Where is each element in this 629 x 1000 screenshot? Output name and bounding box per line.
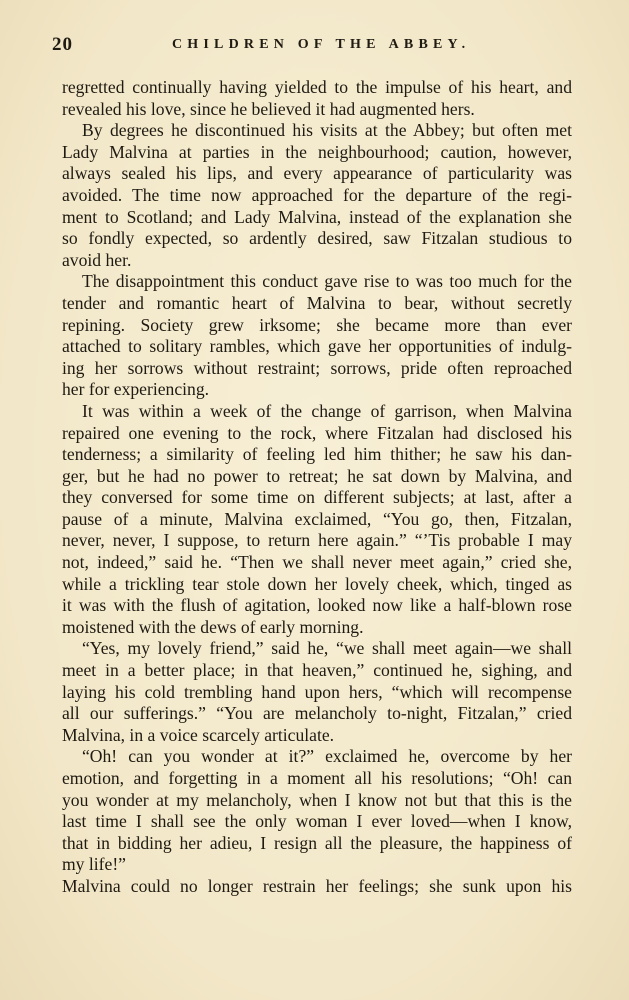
text-line: tender and romantic heart of Malvina to bear, without secretly: [62, 292, 572, 313]
text-line: ing her sorrows without restraint; sorrows, pride often reproached: [62, 357, 572, 378]
text-line: laying his cold trembling hand upon hers, “which will recompense: [62, 681, 572, 702]
text-line: avoid her.: [62, 249, 132, 270]
text-line: ger, but he had no power to retreat; he sat down by Malvina, and: [62, 465, 572, 486]
text-line: revealed his love, since he believed it had augmented hers.: [62, 98, 475, 119]
text-line: while a trickling tear stole down her lovely cheek, which, tinged as: [62, 573, 572, 594]
text-line: always sealed his lips, and every appearance of particularity was: [62, 163, 572, 184]
running-head: CHILDREN OF THE ABBEY.: [172, 37, 471, 52]
text-line: moistened with the dews of early morning.: [62, 616, 364, 637]
text-line: that in bidding her adieu, I resign all the pleasure, the happiness of: [62, 832, 572, 853]
text-line: repaired one evening to the rock, where Fitzalan had disclosed his: [62, 422, 572, 443]
text-line: all our sufferings.” “You are melancholy to-night, Fitzalan,” cried: [62, 703, 572, 724]
page-number: 20: [52, 34, 73, 55]
text-line: ment to Scotland; and Lady Malvina, instead of the explanation she: [62, 206, 572, 227]
text-line: Malvina, in a voice scarcely articulate.: [62, 724, 335, 745]
text-line: avoided. The time now approached for the departure of the regi-: [62, 184, 572, 205]
text-line: they conversed for some time on different subjects; at last, after a: [62, 487, 572, 508]
text-line: her for experiencing.: [62, 379, 210, 400]
text-line: so fondly expected, so ardently desired, saw Fitzalan studious to: [62, 228, 572, 249]
text-line: tenderness; a similarity of feeling led him thither; he saw his dan-: [62, 444, 572, 465]
text-line: The disappointment this conduct gave rise to was too much for the: [82, 271, 572, 292]
text-line: pause of a minute, Malvina exclaimed, “You go, then, Fitzalan,: [62, 508, 572, 529]
text-line: you wonder at my melancholy, when I know not but that this is the: [62, 789, 572, 810]
text-line: By degrees he discontinued his visits at the Abbey; but often met: [82, 120, 572, 141]
text-line: Lady Malvina at parties in the neighbourhood; caution, however,: [62, 141, 572, 162]
text-line: not, indeed,” said he. “Then we shall never meet again,” cried she,: [62, 552, 572, 573]
text-line: meet in a better place; in that heaven,” continued he, sighing, and: [62, 660, 572, 681]
text-line: “Yes, my lovely friend,” said he, “we shall meet again—we shall: [82, 638, 572, 659]
text-line: repining. Society grew irksome; she became more than ever: [62, 314, 572, 335]
text-line: attached to solitary rambles, which gave her opportunities of indulg-: [62, 336, 572, 357]
text-line: never, never, I suppose, to return here again.” “’Tis probable I may: [62, 530, 572, 551]
text-line: it was with the flush of agitation, looked now like a half-blown rose: [62, 595, 572, 616]
text-line: emotion, and forgetting in a moment all his resolutions; “Oh! can: [62, 768, 572, 788]
page-header: [52, 34, 582, 58]
body-text: [62, 77, 572, 898]
text-line: “Oh! can you wonder at it?” exclaimed he, overcome by her: [82, 746, 572, 767]
text-line: last time I shall see the only woman I ever loved—when I know,: [62, 811, 572, 832]
text-line: Malvina could no longer restrain her feelings; she sunk upon his: [62, 875, 572, 896]
text-line: regretted continually having yielded to the impulse of his heart, and: [62, 77, 572, 97]
text-line: It was within a week of the change of garrison, when Malvina: [82, 400, 572, 421]
text-line: my life!”: [62, 854, 126, 875]
